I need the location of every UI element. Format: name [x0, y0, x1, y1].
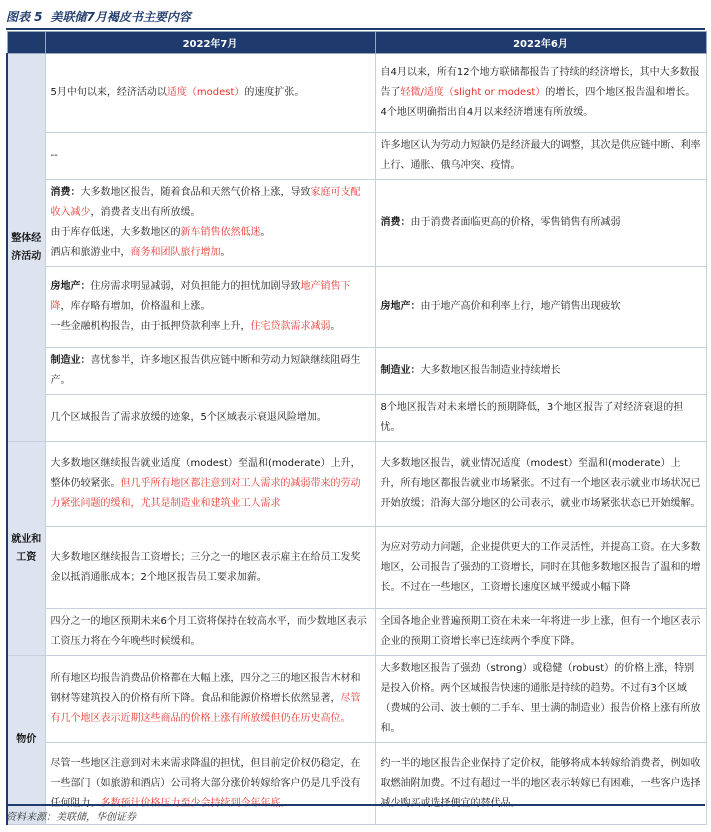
highlight-text: 新车销售依然低迷 [180, 227, 261, 238]
cell-jun: 许多地区认为劳动力短缺仍是经济最大的调整，其次是供应链中断、利率上行、通胀、俄乌冲突、疫情。 [375, 133, 706, 180]
highlight-text: 轻微/适度（slight or modest） [400, 87, 546, 98]
table-row [7, 348, 706, 395]
table-row [7, 527, 706, 609]
table-row [7, 609, 706, 656]
text: 尽管一些地区注意到对未来需求降温的担忧，但目前定价权仍稳定，在一些部门（如旅游和酒店）公司将大部分涨价转嫁给客户仍是几乎没有任何阻力。 [50, 757, 361, 809]
text: 酒店和旅游业中， [50, 247, 131, 258]
category-employment [7, 442, 45, 656]
bottom-rule [6, 804, 705, 806]
cell-jul [45, 442, 375, 527]
highlight-text: 住宅贷款需求减弱 [250, 321, 331, 332]
table-row [7, 267, 706, 348]
table-row [7, 442, 706, 527]
cell-jun [375, 267, 706, 348]
text: 。 [260, 227, 271, 238]
cell-jul: -- [45, 133, 375, 180]
category-label: 整体经济活动 [11, 232, 42, 262]
cell-jun: 大多数地区报告，就业情况适度（modest）至温和(moderate）上升，所有地区都报告就业市场紧张。不过有一个地区表示就业市场状况已开始放缓；沿海大部分地区的公司表示，就业市场紧张状态已开始缓解。 [375, 442, 706, 527]
cell-jun: 8个地区报告对未来增长的预期降低，3个地区报告了对经济衰退的担忧。 [375, 395, 706, 442]
text: ，库存略有增加，价格温和上涨。 [60, 301, 211, 312]
header-jun: 2022年6月 [375, 32, 706, 54]
highlight-text: 家庭可支配收入减少 [50, 187, 361, 218]
sector-label: 消费： [50, 187, 81, 198]
category-label: 就业和工资 [11, 533, 42, 563]
cell-jul [45, 267, 375, 348]
cell-jun: 大多数地区报告了强劲（strong）或稳健（robust）的价格上涨，特别是投入价格。两个区域报告快速的通胀是持续的趋势。不过有3个区域（费城的公司、波士顿的二手车、里士满的制造业）报告价格上涨有所放和。 [375, 656, 706, 743]
cell-jul [45, 656, 375, 743]
text: 大多数地区继续报告就业适度（modest）至温和(moderate）上升，整体仍较紧张。 [50, 458, 361, 489]
text: 。 [330, 321, 341, 332]
text: 。 [220, 247, 231, 258]
highlight-text: 地产销售下降 [50, 281, 351, 312]
highlight-text: 多数预计价格压力至少会持续到今年年底。 [100, 797, 291, 809]
text: 的速度扩张。 [244, 87, 305, 98]
cell-jul [45, 54, 375, 133]
cell-jun [375, 348, 706, 395]
text: 住房需求明显减弱，对负担能力的担忧加剧导致 [90, 281, 301, 292]
highlight-text: 商务和团队旅行增加 [130, 247, 221, 258]
table-row [7, 395, 706, 442]
text: 自4月以来，所有12个地方联储都报告了持续的经济增长，其中大多数报告了 [380, 67, 700, 98]
sector-label: 房地产： [50, 281, 91, 292]
cell-jul: 四分之一的地区预期未来6个月工资将保持在较高水平，而少数地区表示工资压力将在今年晚些时候缓和。 [45, 609, 375, 656]
text: 由于库存低迷，大多数地区的 [50, 227, 181, 238]
highlight-text: 尽管有几个地区表示近期这些商品的价格上涨有所放缓但仍在历史高位。 [50, 693, 361, 724]
cell-jul [45, 348, 375, 395]
text: 所有地区均报告消费品价格都在大幅上涨，四分之三的地区报告木材和钢材等建筑投入的价格有所下降。食品和能源价格增长依然显著， [50, 673, 361, 704]
sector-label: 房地产： [380, 301, 421, 312]
table-row [7, 180, 706, 267]
text: 由于地产高价和利率上行，地产销售出现疲软 [420, 301, 621, 312]
sector-label: 制造业： [50, 355, 91, 366]
beige-book-table [6, 31, 707, 825]
text: 5月中旬以来，经济活动以 [50, 87, 167, 98]
table-row [7, 54, 706, 133]
cell-jun: 约一半的地区报告企业保持了定价权，能够将成本转嫁给消费者，例如收取燃油附加费。不过有超过一半的地区表示转嫁已有困难，一些客户选择减少购买或选择便宜的替代品。 [375, 743, 706, 825]
highlight-text: 但几乎所有地区都注意到对工人需求的减弱带来的劳动力紧张问题的缓和，尤其是制造业和建筑业工人需求 [50, 478, 361, 509]
header-row [7, 32, 706, 54]
sector-label: 制造业： [380, 365, 421, 376]
highlight-text: 适度（modest） [166, 87, 245, 98]
text: 的增长，四个地区报告温和增长。4个地区明确指出自4月以来经济增速有所放缓。 [380, 87, 696, 118]
cell-jul: 大多数地区继续报告工资增长；三分之一的地区表示雇主在给员工发奖金以抵消通胀成本；2个地区报告员工要求加薪。 [45, 527, 375, 609]
category-prices [7, 656, 45, 825]
text: 由于消费者面临更高的价格，零售销售有所减弱 [410, 217, 621, 228]
source-note: 资料来源：美联储，华创证券 [6, 812, 136, 823]
figure-caption: 美联储7月褐皮书主要内容 [50, 10, 191, 24]
text: 一些金融机构报告，由于抵押贷款利率上升， [50, 321, 251, 332]
header-blank [7, 32, 45, 54]
cell-jun [375, 54, 706, 133]
cell-jul: 几个区域报告了需求放缓的迹象，5个区域表示衰退风险增加。 [45, 395, 375, 442]
figure-title [6, 6, 705, 30]
table-row [7, 133, 706, 180]
cell-jun: 全国各地企业普遍预期工资在未来一年将进一步上涨，但有一个地区表示企业的预期工资增长率已连续两个季度下降。 [375, 609, 706, 656]
sector-label: 消费： [380, 217, 411, 228]
text: 喜忧参半，许多地区报告供应链中断和劳动力短缺继续阻碍生产。 [50, 355, 361, 386]
cell-jun [375, 180, 706, 267]
text: 大多数地区报告，随着食品和天然气价格上涨，导致 [80, 187, 311, 198]
cell-jun: 为应对劳动力问题，企业提供更大的工作灵活性，并提高工资。在大多数地区，公司报告了强劲的工资增长，同时在其他多数地区报告了温和的增长。不过在一些地区，工资增长速度区域平缓或小幅下降 [375, 527, 706, 609]
text: 大多数地区报告制造业持续增长 [420, 365, 561, 376]
category-economy [7, 54, 45, 442]
category-label: 物价 [16, 734, 37, 745]
cell-jul [45, 180, 375, 267]
table-row [7, 656, 706, 743]
figure-label: 图表 5 [6, 10, 43, 24]
text: ，消费者支出有所放缓。 [90, 207, 201, 218]
header-jul: 2022年7月 [45, 32, 375, 54]
